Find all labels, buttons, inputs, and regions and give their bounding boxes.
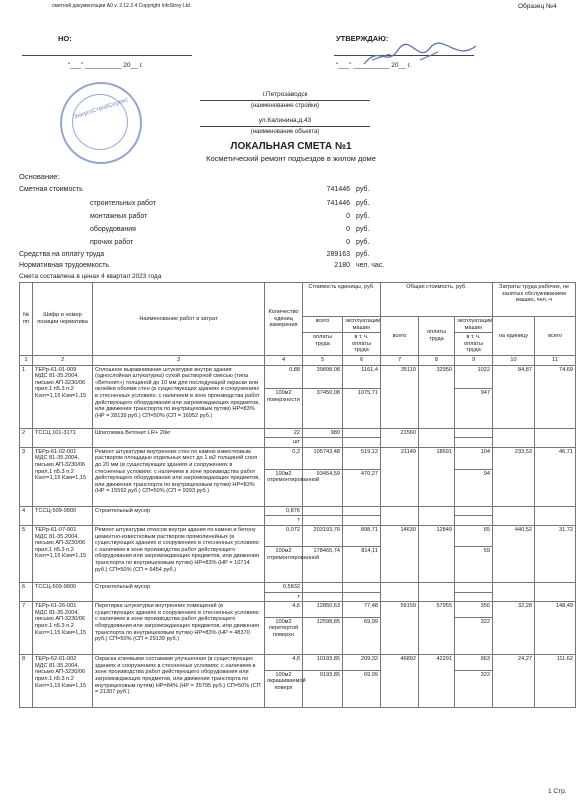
- col-number: 6: [343, 355, 381, 365]
- labor-cost-header: Затраты труда рабочих, не занятых обслуживанием машин, чел.-ч: [493, 283, 576, 317]
- col-code-header: Шифр и номер позиции норматива: [33, 283, 93, 356]
- summary-label: прочих работ: [90, 239, 134, 246]
- row-machines: 1161,4: [343, 365, 381, 388]
- labor-header: оплаты труда: [303, 333, 343, 356]
- col-number: 4: [265, 355, 303, 365]
- row-unit: шт: [265, 438, 303, 448]
- agreed-label: НО:: [58, 34, 72, 43]
- row-labor-all: [535, 506, 576, 525]
- row-machines-labor: [343, 438, 381, 448]
- approved-label: УТВЕРЖДАЮ:: [336, 34, 389, 43]
- incl-labor-header: в т. ч. оплаты труда: [343, 333, 381, 356]
- agreed-signature-line: [22, 55, 192, 56]
- address-line: [200, 126, 370, 127]
- summary-value: 289163: [326, 251, 350, 258]
- row-unit: 100м2 отремонтированной: [265, 469, 303, 506]
- row-number: 7: [20, 602, 33, 655]
- row-machines: 77,48: [343, 602, 381, 618]
- address-caption: (наименование объекта): [250, 129, 320, 135]
- row-unit: т: [265, 592, 303, 602]
- row-machines: 519,12: [343, 447, 381, 469]
- row-labor-price: [303, 516, 343, 526]
- table-row: [20, 365, 576, 388]
- summary-value: 0: [346, 213, 350, 220]
- row-qty: 4,6: [265, 655, 303, 671]
- incl-labor-header: в т. ч. оплаты труда: [455, 333, 493, 356]
- col-number: 5: [303, 355, 343, 365]
- row-labor-price: 178465,74: [303, 547, 343, 583]
- per-unit-header: на единицу: [493, 317, 535, 356]
- row-machines-labor-total: 322: [455, 670, 493, 707]
- row-price: 39898,08: [303, 365, 343, 388]
- row-total: 35110: [381, 365, 419, 428]
- row-code: ТЕРр-61-02-001 МДС 81-35.2004, письмо АП-3230/06 прил.1 п5.3 п.2 Кзот=1,15 Кэм=1,15: [33, 447, 93, 506]
- row-machines-labor: 69,99: [343, 670, 381, 707]
- summary-value: 741446: [326, 200, 350, 207]
- object-address: ул.Калинина,д.43: [258, 117, 312, 124]
- row-number: 6: [20, 582, 33, 601]
- col-number: 3: [93, 355, 265, 365]
- row-labor-all: [535, 428, 576, 447]
- row-labor-per-unit: 233,53: [493, 447, 535, 506]
- col-number: 2: [33, 355, 93, 365]
- row-machines-labor-total: 947: [455, 389, 493, 429]
- summary-value: 0: [346, 226, 350, 233]
- col-number-header: № пп: [20, 283, 33, 356]
- machines-header: эксплуатации машин: [343, 317, 381, 333]
- row-labor-all: [535, 582, 576, 601]
- row-code: ТССЦ-509-9900: [33, 582, 93, 601]
- row-code: ТЕРр-61-01-009 МДС 81-35.2004, письмо АП-3230/06 прил.1 п5.3 п.2 Кзот=1,15 Кэм=1,15: [33, 365, 93, 428]
- row-labor-all: 31,72: [535, 525, 576, 582]
- row-machines-total: 1022: [455, 365, 493, 388]
- row-labor-price: 9193,85: [303, 670, 343, 707]
- row-machines-labor-total: [455, 516, 493, 526]
- row-total: [381, 582, 419, 601]
- row-machines: 898,71: [343, 525, 381, 546]
- table-row: [20, 525, 576, 546]
- row-code: ТЕРр-62-01-002 МДС 81-35.2004, письмо АП-3230/06 прил.1 п5.3 п.2 Кзот=1,15 Кэм=1,15: [33, 655, 93, 708]
- row-total: 46892: [381, 655, 419, 708]
- row-machines: 209,32: [343, 655, 381, 671]
- row-machines-total: 65: [455, 525, 493, 546]
- column-number-row: [20, 355, 576, 365]
- row-name: Окраска клеевыми составами улучшенная (в существующих зданиях и сооружениях в стесненных условиях: с наличием в зоне производства работ действующего оборудования или загромождающих предметов, или движения транспорта по внутрицеховым путям) НР=84% (НР = 35795 руб.) СП=50% (СП = 21307 руб.): [93, 655, 265, 708]
- table-row: [20, 506, 576, 516]
- summary-unit: руб.: [356, 213, 370, 220]
- document-title: ЛОКАЛЬНАЯ СМЕТА №1: [230, 141, 352, 152]
- summary-label: Сметная стоимость: [19, 186, 83, 193]
- row-total: 21560: [381, 428, 419, 447]
- table-row: [20, 582, 576, 592]
- col-number: 10: [493, 355, 535, 365]
- row-price: 203193,76: [303, 525, 343, 546]
- row-machines-labor: 69,99: [343, 617, 381, 654]
- row-labor-per-unit: 84,87: [493, 365, 535, 428]
- labor-header: оплаты труда: [419, 317, 455, 356]
- row-number: 1: [20, 365, 33, 428]
- row-labor-all: 74,69: [535, 365, 576, 428]
- agreed-date: "___" __________ 20__ г.: [68, 62, 143, 69]
- row-total: 59159: [381, 602, 419, 655]
- row-machines-labor-total: [455, 592, 493, 602]
- row-labor-per-unit: 24,27: [493, 655, 535, 708]
- row-machines-labor: 1075,71: [343, 389, 381, 429]
- row-machines-labor-total: [455, 438, 493, 448]
- row-machines-labor: [343, 592, 381, 602]
- summary-unit: чел. час.: [356, 262, 385, 269]
- row-unit: 100м2 поверхности: [265, 389, 303, 429]
- table-row: [20, 655, 576, 671]
- row-machines-labor: 470,27: [343, 469, 381, 506]
- row-code: ТЕРр-61-07-001 МДС 81-35.2004, письмо АП-3230/06 прил.1 п5.3 п.2 Кзот=1,15 Кэм=1,15: [33, 525, 93, 582]
- row-price: 105743,48: [303, 447, 343, 469]
- row-labor: [419, 582, 455, 601]
- software-copyright: сметной документации А0 v. 2.12.2.4 Copyright InfoStroy Ltd.: [52, 3, 192, 9]
- row-price: 12860,63: [303, 602, 343, 618]
- row-price: [303, 506, 343, 516]
- row-labor-per-unit: [493, 428, 535, 447]
- table-row: [20, 447, 576, 469]
- row-labor-price: 93454,59: [303, 469, 343, 506]
- row-name: Ремонт штукатурки откосов внутри здания по камню и бетону цементно-известковым раствором прямолинейных (в существующих зданиях и сооружениях в стесненных условиях: с наличием в зоне производства работ действующего оборудования или загромождающих предметов, или движения транспорта по внутрицеховым путям) НР=83% (НР = 10714 руб.) СП=50% (СП = 6454 руб.): [93, 525, 265, 582]
- all-header: всего: [535, 317, 576, 356]
- row-labor-all: 46,71: [535, 447, 576, 506]
- row-labor: 42291: [419, 655, 455, 708]
- row-labor: [419, 506, 455, 525]
- row-labor-per-unit: 32,28: [493, 602, 535, 655]
- page-number: 1 Стр.: [548, 788, 567, 795]
- summary-value: 741446: [326, 186, 350, 193]
- row-labor: 12849: [419, 525, 455, 582]
- summary-label: Нормативная трудоемкость: [19, 262, 110, 269]
- summary-unit: руб.: [356, 226, 370, 233]
- row-code: ТССЦ-509-9900: [33, 506, 93, 525]
- site-line: [200, 100, 370, 101]
- approved-date: "___" __________ 20__ г.: [336, 62, 411, 69]
- row-code: ТЕРр-61-26-001 МДС 81-35.2004, письмо АП-3230/06 прил.1 п5.3 п.2 Кзот=1,15 Кэм=1,15: [33, 602, 93, 655]
- col-number: 7: [381, 355, 419, 365]
- row-qty: 0,5832: [265, 582, 303, 592]
- construction-site: г.Петрозаводск: [262, 91, 308, 98]
- row-unit: 100м2 перетертой поверхн: [265, 617, 303, 654]
- row-number: 2: [20, 428, 33, 447]
- row-qty: 0,2: [265, 447, 303, 469]
- row-total: [381, 506, 419, 525]
- col-number: 1: [20, 355, 33, 365]
- row-machines-total: [455, 428, 493, 438]
- summary-value: 2180: [334, 262, 350, 269]
- row-labor: 57955: [419, 602, 455, 655]
- col-qty-header: Количество единиц измерения: [265, 283, 303, 356]
- row-machines: [343, 428, 381, 438]
- col-name-header: Наименование работ и затрат: [93, 283, 265, 356]
- row-machines-total: [455, 582, 493, 592]
- row-machines-total: [455, 506, 493, 516]
- col-number: 11: [535, 355, 576, 365]
- row-machines-labor: [343, 516, 381, 526]
- row-name: Сплошное выравнивание штукатурки внутри здания (однослойная штукатурка) сухой растворной смесью (типа «Ветонит») толщиной до 10 мм для последующей окраски или оклейки обоями стен (в существующих зданиях и сооружениях в стесненных условиях: с наличием в зоне производства работ действующего оборудования или загромождающих предметов, или движения транспорта по внутрицеховым путям) НР=83% (НР = 28139 руб.) СП=50% (СП = 16952 руб.): [93, 365, 265, 428]
- row-qty: 22: [265, 428, 303, 438]
- row-labor-price: 37450,08: [303, 389, 343, 429]
- summary-label: строительных работ: [90, 200, 157, 207]
- table-row: [20, 602, 576, 618]
- table-row: [20, 428, 576, 438]
- summary-label: монтажных работ: [90, 213, 148, 220]
- row-machines-total: 963: [455, 655, 493, 671]
- total-header: всего: [303, 317, 343, 333]
- summary-unit: руб.: [356, 239, 370, 246]
- row-labor-all: 148,49: [535, 602, 576, 655]
- col-number: 8: [419, 355, 455, 365]
- col-number: 9: [455, 355, 493, 365]
- machines-header: эксплуатации машин: [455, 317, 493, 333]
- row-labor-price: [303, 592, 343, 602]
- sample-number: Образец №4: [518, 3, 557, 10]
- row-number: 5: [20, 525, 33, 582]
- summary-value: 0: [346, 239, 350, 246]
- row-labor-per-unit: [493, 582, 535, 601]
- row-qty: 4,6: [265, 602, 303, 618]
- row-unit: 100м2 окрашиваемой поверх: [265, 670, 303, 707]
- row-unit: т: [265, 516, 303, 526]
- unit-cost-header: Стоимость единицы, руб.: [303, 283, 381, 317]
- row-labor-price: 12598,85: [303, 617, 343, 654]
- summary-unit: руб.: [356, 200, 370, 207]
- row-name: Перетирка штукатурки внутренних помещений (в существующих зданиях и сооружениях в стесненных условиях: с наличием в зоне производства работ действующего оборудования или загромождающих предметов, или движения транспорта по внутрицеховым путям) НР=83% (НР = 48370 руб.) СП=50% (СП = 29139 руб.): [93, 602, 265, 655]
- row-name: Строительный мусор: [93, 582, 265, 601]
- header-row: [20, 283, 576, 317]
- row-qty: 0,072: [265, 525, 303, 546]
- company-stamp: ЭнергоСтройСервис: [60, 82, 142, 164]
- summary-unit: руб.: [356, 251, 370, 258]
- row-machines-labor-total: 322: [455, 617, 493, 654]
- row-number: 4: [20, 506, 33, 525]
- document-subtitle: Косметический ремонт подъездов в жилом доме: [206, 154, 376, 163]
- row-total: 14630: [381, 525, 419, 582]
- row-price: [303, 582, 343, 592]
- row-machines-total: 104: [455, 447, 493, 469]
- total-cost-header: Общая стоимость, руб.: [381, 283, 493, 317]
- summary-label: Средства на оплату труда: [19, 251, 105, 258]
- row-labor-all: 111,62: [535, 655, 576, 708]
- summary-label: оборудования: [90, 226, 136, 233]
- row-qty: 0,876: [265, 506, 303, 516]
- row-qty: 0,88: [265, 365, 303, 388]
- row-labor: 32950: [419, 365, 455, 428]
- row-machines: [343, 506, 381, 516]
- row-number: 8: [20, 655, 33, 708]
- summary-unit: руб.: [356, 186, 370, 193]
- row-name: Шпатлевка Ветонит LR+ 20кг: [93, 428, 265, 447]
- basis-label: Основание:: [19, 172, 60, 181]
- row-labor-per-unit: 440,52: [493, 525, 535, 582]
- row-price: 10193,85: [303, 655, 343, 671]
- price-level-note: Смета составлена в ценах 4 квартал 2023 года: [19, 273, 162, 280]
- row-labor: 18691: [419, 447, 455, 506]
- estimate-table: [19, 282, 576, 708]
- row-machines-labor: 814,11: [343, 547, 381, 583]
- row-machines-labor-total: 94: [455, 469, 493, 506]
- total-header: всего: [381, 317, 419, 356]
- row-labor-price: [303, 438, 343, 448]
- row-machines-labor-total: 59: [455, 547, 493, 583]
- row-labor: [419, 428, 455, 447]
- row-name: Строительный мусор: [93, 506, 265, 525]
- row-machines: [343, 582, 381, 592]
- row-machines-total: 356: [455, 602, 493, 618]
- site-caption: (наименование стройки): [251, 103, 319, 109]
- row-name: Ремонт штукатурки внутренних стен по камню известковым раствором площадью отдельных мест до 1 м2 толщиной слоя до 20 мм (в существующих зданиях и сооружениях в стесненных условиях: с наличием в зоне производства работ действующего оборудования или загромождающих предметов, или движения транспорта по внутрицеховым путям) НР=83% (НР = 15592 руб.) СП=50% (СП = 9393 руб.): [93, 447, 265, 506]
- row-price: 980: [303, 428, 343, 438]
- row-number: 3: [20, 447, 33, 506]
- row-unit: 100м2 отремонтированной: [265, 547, 303, 583]
- row-code: ТССЦ 101-3171: [33, 428, 93, 447]
- row-labor-per-unit: [493, 506, 535, 525]
- row-total: 21149: [381, 447, 419, 506]
